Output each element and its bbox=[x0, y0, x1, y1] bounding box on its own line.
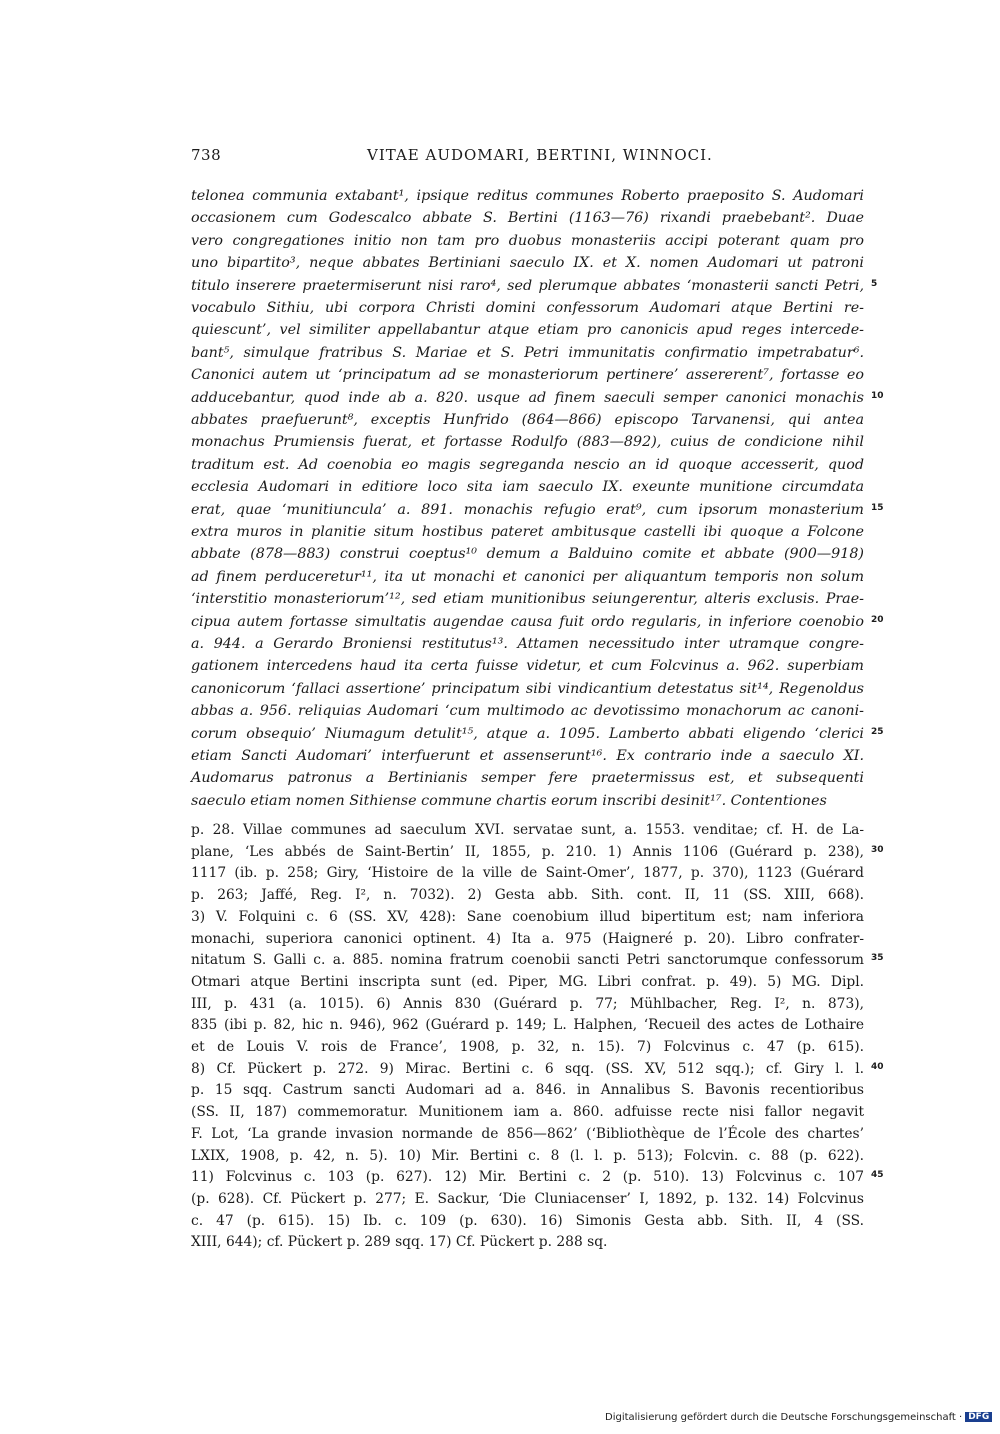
text-line-content: abbates praefuerunt⁸, exceptis Hunfrido (864—866) episcopo Tarvanensi, qui antea bbox=[191, 412, 864, 428]
text-line-content: uno bipartito³, neque abbates Bertiniani saeculo IX. et X. nomen Audomari ut patroni bbox=[191, 255, 864, 272]
footnote-line-content: et de Louis V. rois de France’, 1908, p. 32, n. 15). 7) Folcvinus c. 47 (p. 615). bbox=[191, 1039, 864, 1055]
line-number: 30 bbox=[871, 844, 884, 855]
footnote-line bbox=[191, 841, 884, 863]
text-line-content: corum obsequio’ Niumagum detulit¹⁵, atque a. 1095. Lamberto abbati eligendo ‘clerici bbox=[191, 725, 864, 742]
footnote-line-content: monachi, superiora canonici optinent. 4) Ita a. 975 (Haigneré p. 20). Libro confrater- bbox=[191, 930, 864, 947]
footnote-line-content: 3) V. Folquini c. 6 (SS. XV, 428): Sane coenobium illud bipertitum est; nam inferiora bbox=[191, 908, 864, 925]
footnote-line-content: 8) Cf. Pückert p. 272. 9) Mirac. Bertini c. 6 sqq. (SS. XV, 512 sqq.); cf. Giry l. l. bbox=[191, 1060, 864, 1077]
text-line-content: vocabulo Sithiu, ubi corpora Christi domini confessorum Audomari atque Bertini re- bbox=[191, 300, 864, 316]
footnote-line bbox=[191, 1210, 864, 1232]
footnote-line-content: c. 47 (p. 615). 15) Ib. c. 109 (p. 630). 16) Simonis Gesta abb. Sith. II, 4 (SS. bbox=[191, 1212, 864, 1229]
footnote-line-content: p. 263; Jaffé, Reg. I², n. 7032). 2) Gesta abb. Sith. cont. II, 11 (SS. XIII, 668). bbox=[191, 887, 864, 904]
line-number: 45 bbox=[871, 1170, 884, 1181]
text-line-content: ecclesia Audomari in editiore loco sita iam saeculo IX. exeunte munitione circumdata bbox=[191, 479, 864, 496]
footnote-line bbox=[191, 1123, 864, 1145]
footnote-line-content: LXIX, 1908, p. 42, n. 5). 10) Mir. Bertini c. 8 (l. l. p. 513); Folcvin. c. 88 (p. 622). bbox=[191, 1147, 864, 1164]
text-line-content: abbas a. 956. reliquias Audomari ‘cum multimodo ac devotissimo monachorum ac canoni- bbox=[191, 703, 864, 720]
footnote-line bbox=[191, 1079, 864, 1101]
footnote-line-content: nitatum S. Galli c. a. 885. nomina fratrum coenobii sancti Petri sanctorumque confessorum bbox=[191, 952, 864, 969]
footnote-line bbox=[191, 862, 864, 884]
text-line-content: Canonici autem ut ‘principatum ad se monasteriorum pertinere’ assererent⁷, fortasse eo bbox=[191, 367, 864, 384]
text-line-content: canonicorum ‘fallaci assertione’ principatum sibi vindicantium detestatus sit¹⁴, Regenoldus bbox=[191, 680, 864, 697]
text-line-content: vero congregationes initio non tam pro duobus monasteriis accipi poterant quam pro bbox=[191, 232, 864, 249]
text-line-content: saeculo etiam nomen Sithiense commune chartis eorum inscribi desinit¹⁷. Contentiones bbox=[191, 792, 827, 809]
text-line-content: adducebantur, quod inde ab a. 820. usque ad finem saeculi semper canonici monachis bbox=[191, 389, 864, 406]
footnote-line bbox=[191, 884, 864, 906]
footnote-line bbox=[191, 993, 864, 1015]
text-line-content: erat, quae ‘munitiuncula’ a. 891. monachis refugio erat⁹, cum ipsorum monasterium bbox=[191, 501, 864, 518]
footnote-line bbox=[191, 949, 884, 971]
footnote-line bbox=[191, 971, 864, 993]
footnote-line-content: Otmari atque Bertini inscripta sunt (ed. Piper, MG. Libri confrat. p. 49). 5) MG. Dipl. bbox=[191, 973, 864, 990]
footnote-line bbox=[191, 1188, 864, 1210]
text-line-content: ‘interstitio monasteriorum’¹², sed etiam munitionibus seiungerentur, alteris exclusis. Prae- bbox=[191, 591, 864, 608]
footnote-line-content: F. Lot, ‘La grande invasion normande de 856—862’ (‘Bibliothèque de l’École des chartes’ bbox=[191, 1125, 864, 1142]
footnote-line-content: XIII, 644); cf. Pückert p. 289 sqq. 17) Cf. Pückert p. 288 sq. bbox=[191, 1234, 608, 1251]
footnote-line bbox=[191, 1101, 864, 1123]
footnote-line bbox=[191, 1231, 864, 1253]
footnote-line bbox=[191, 819, 864, 841]
text-line-content: Audomarus patronus a Bertinianis semper fere praetermissus est, et subsequenti bbox=[191, 770, 864, 787]
footnote-line-content: III, p. 431 (a. 1015). 6) Annis 830 (Guérard p. 77; Mühlbacher, Reg. I², n. 873), bbox=[191, 995, 864, 1012]
text-line-content: gationem intercedens haud ita certa fuisse videtur, et cum Folcvinus a. 962. superbiam bbox=[191, 658, 864, 675]
line-number: 40 bbox=[871, 1061, 884, 1072]
text-line-content: titulo inserere praetermiserunt nisi raro⁴, sed plerumque abbates ‘monasterii sancti Petri, bbox=[191, 277, 864, 294]
page-number: 738 bbox=[191, 146, 222, 164]
line-number: 20 bbox=[871, 614, 884, 625]
line-number: 25 bbox=[871, 726, 884, 737]
line-number: 35 bbox=[871, 953, 884, 964]
footnote-line bbox=[191, 1058, 884, 1080]
text-line-content: occasionem cum Godescalco abbate S. Bertini (1163—76) rixandi praebebant². Duae bbox=[191, 210, 864, 227]
text-line-content: monachus Prumiensis fuerat, et fortasse Rodulfo (883—892), cuius de condicione nihil bbox=[191, 434, 864, 451]
footnote-line bbox=[191, 928, 864, 950]
footnote-line-content: plane, ‘Les abbés de Saint-Bertin’ II, 1855, p. 210. 1) Annis 1106 (Guérard p. 238), bbox=[191, 843, 864, 860]
footnote-line bbox=[191, 1145, 864, 1167]
line-number: 15 bbox=[871, 502, 884, 513]
text-line-content: cipua autem fortasse simultatis augendae causa fuit ordo regularis, in inferiore coenobio bbox=[191, 613, 864, 630]
footnote-line bbox=[191, 1166, 884, 1188]
footnote-line-content: 835 (ibi p. 82, hic n. 946), 962 (Guérard p. 149; L. Halphen, ‘Recueil des actes de Lothaire bbox=[191, 1017, 864, 1034]
line-number: 5 bbox=[871, 278, 878, 289]
text-line-content: ad finem perduceretur¹¹, ita ut monachi et canonici per aliquantum temporis non solum bbox=[191, 568, 864, 585]
footnote-line bbox=[191, 1014, 864, 1036]
footnote-line-content: 1117 (ib. p. 258; Giry, ‘Histoire de la ville de Saint-Omer’, 1877, p. 370), 1123 (Guérard bbox=[191, 865, 864, 882]
footnote-line-content: p. 28. Villae communes ad saeculum XVI. servatae sunt, a. 1553. venditae; cf. H. de La- bbox=[191, 822, 864, 838]
text-line-content: telonea communia extabant¹, ipsique reditus communes Roberto praeposito S. Audomari bbox=[191, 188, 864, 204]
footnote-line-content: 11) Folcvinus c. 103 (p. 627). 12) Mir. Bertini c. 2 (p. 510). 13) Folcvinus c. 107 bbox=[191, 1169, 864, 1186]
text-line-content: etiam Sancti Audomari’ interfuerunt et assenserunt¹⁶. Ex contrario inde a saeculo XI. bbox=[191, 748, 864, 764]
digitization-credit bbox=[605, 1412, 990, 1426]
footnote-line bbox=[191, 1036, 864, 1058]
text-line-content: quiescunt’, vel similiter appellabantur atque etiam pro canonicis apud reges intercede- bbox=[191, 322, 864, 339]
running-title: VITAE AUDOMARI, BERTINI, WINNOCI. bbox=[367, 146, 713, 164]
text-line-content: a. 944. a Gerardo Broniensi restitutus¹³. Attamen necessitudo inter utramque congre- bbox=[191, 636, 864, 652]
line-number: 10 bbox=[871, 390, 884, 401]
text-line-content: traditum est. Ad coenobia eo magis segreganda nescio an id quoque accesserit, quod bbox=[191, 456, 864, 473]
footnote-line-content: p. 15 sqq. Castrum sancti Audomari ad a. 846. in Annalibus S. Bavonis recentioribus bbox=[191, 1082, 864, 1099]
text-line-content: extra muros in planitie situm hostibus pateret ambitusque castelli ibi quoque a Folcone bbox=[191, 524, 864, 540]
credit-text: Digitalisierung gefördert durch die Deutsche Forschungsgemeinschaft · bbox=[605, 1412, 963, 1423]
text-line-content: bant⁵, simulque fratribus S. Mariae et S. Petri immunitatis confirmatio impetrabatur⁶. bbox=[191, 344, 864, 361]
footnote-line-content: (p. 628). Cf. Pückert p. 277; E. Sackur, ‘Die Cluniacenser’ I, 1892, p. 132. 14) Folcvinus bbox=[191, 1190, 864, 1207]
footnote-line-content: (SS. II, 187) commemoratur. Munitionem iam a. 860. adfuisse recte nisi fallor negavit bbox=[191, 1104, 864, 1121]
dfg-logo: DFG bbox=[965, 1412, 992, 1422]
footnote-line bbox=[191, 906, 864, 928]
text-line-content: abbate (878—883) construi coeptus¹⁰ demum a Balduino comite et abbate (900—918) bbox=[191, 546, 864, 563]
